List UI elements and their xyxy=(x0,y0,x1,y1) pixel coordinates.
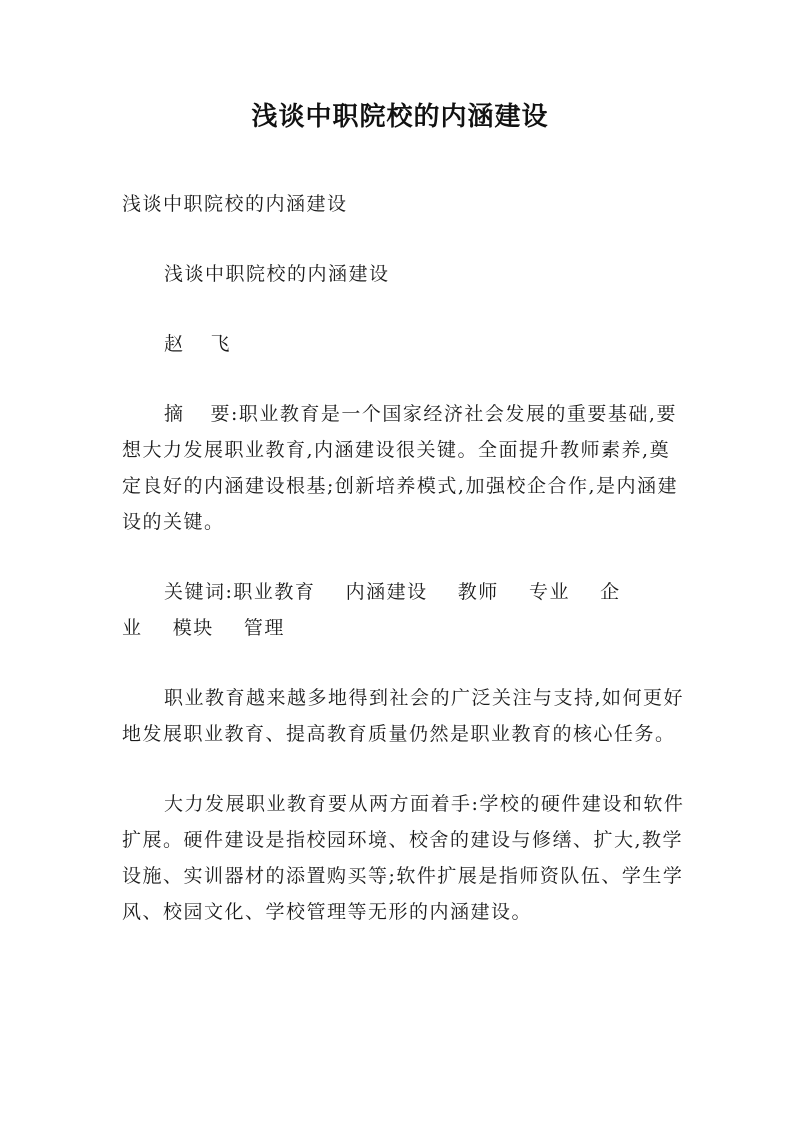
document-body xyxy=(122,186,686,964)
author-line xyxy=(122,326,686,362)
abstract-paragraph xyxy=(122,396,686,540)
keyword: 企业 xyxy=(122,581,621,639)
keyword: 专业 xyxy=(528,581,570,603)
body-paragraph-2: 大力发展职业教育要从两方面着手:学校的硬件建设和软件扩展。硬件建设是指校园环境、校舍的建设与修缮、扩大,教学设施、实训器材的添置购买等;软件扩展是指师资队伍、学生学风、校园文化、学校管理等无形的内涵建设。 xyxy=(122,793,685,923)
keyword: 职业教育 xyxy=(233,581,316,603)
author-family-name: 飞 xyxy=(210,333,232,355)
keyword: 教师 xyxy=(457,581,499,603)
body-paragraph-1: 职业教育越来越多地得到社会的广泛关注与支持,如何更好地发展职业教育、提高教育质量仍然是职业教育的核心任务。 xyxy=(122,687,685,745)
header-line: 浅谈中职院校的内涵建设 xyxy=(122,193,348,215)
keyword: 模块 xyxy=(172,617,214,639)
abstract-label-part-2: 要: xyxy=(210,403,239,425)
abstract-text: 职业教育是一个国家经济社会发展的重要基础,要想大力发展职业教育,内涵建设很关键。全面提升教师素养,奠定良好的内涵建设根基;创新培养模式,加强校企合作,是内涵建设的关键。 xyxy=(122,403,678,533)
keyword: 管理 xyxy=(243,617,285,639)
keywords-paragraph xyxy=(122,574,686,646)
keywords-label: 关键词: xyxy=(164,581,234,603)
abstract-label-part-1: 摘 xyxy=(164,403,185,425)
document-title: 浅谈中职院校的内涵建设 xyxy=(251,102,549,132)
keyword: 内涵建设 xyxy=(345,581,428,603)
author-given-name: 赵 xyxy=(164,333,185,355)
sub-title: 浅谈中职院校的内涵建设 xyxy=(164,263,390,285)
